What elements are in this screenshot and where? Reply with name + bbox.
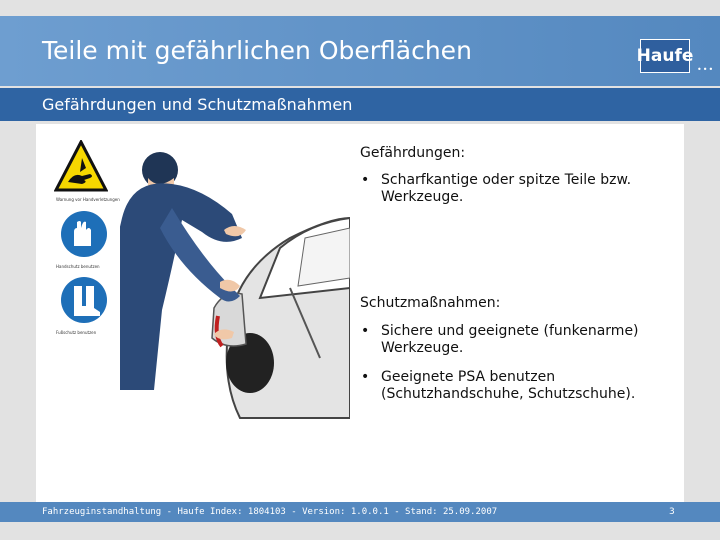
measure-item: Geeignete PSA benutzen (Schutzhandschuhe, Schutzschuhe). (381, 369, 636, 402)
protective-gloves-icon (60, 210, 108, 258)
section-subtitle: Gefährdungen und Schutzmaßnahmen (42, 95, 353, 114)
bullet-icon: • (361, 323, 370, 339)
measure-item: Sichere und geeignete (funkenarme) Werkzeuge. (381, 323, 639, 356)
icon-caption: Warnung vor Handverletzungen (56, 197, 120, 202)
bullet-icon: • (361, 172, 370, 188)
page-title: Teile mit gefährlichen Oberflächen (42, 36, 472, 65)
hazard-item: Scharfkantige oder spitze Teile bzw. Werkzeuge. (381, 172, 632, 205)
safety-boots-icon (60, 276, 108, 324)
icon-caption: Handschutz benutzen (56, 264, 100, 269)
footer-text: Fahrzeuginstandhaltung - Haufe Index: 1804103 - Version: 1.0.0.1 - Stand: 25.09.2007 (42, 507, 498, 517)
measures-heading: Schutzmaßnahmen: (360, 295, 501, 311)
icon-caption: Fußschutz benutzen (56, 330, 97, 335)
haufe-logo: Haufe (640, 39, 690, 73)
hand-injury-warning-icon (54, 140, 108, 194)
bullet-icon: • (361, 369, 370, 385)
page-number: 3 (669, 507, 675, 517)
hazards-heading: Gefährdungen: (360, 145, 466, 161)
mechanic-illustration (120, 148, 350, 423)
logo-dots: ••• (697, 65, 715, 74)
